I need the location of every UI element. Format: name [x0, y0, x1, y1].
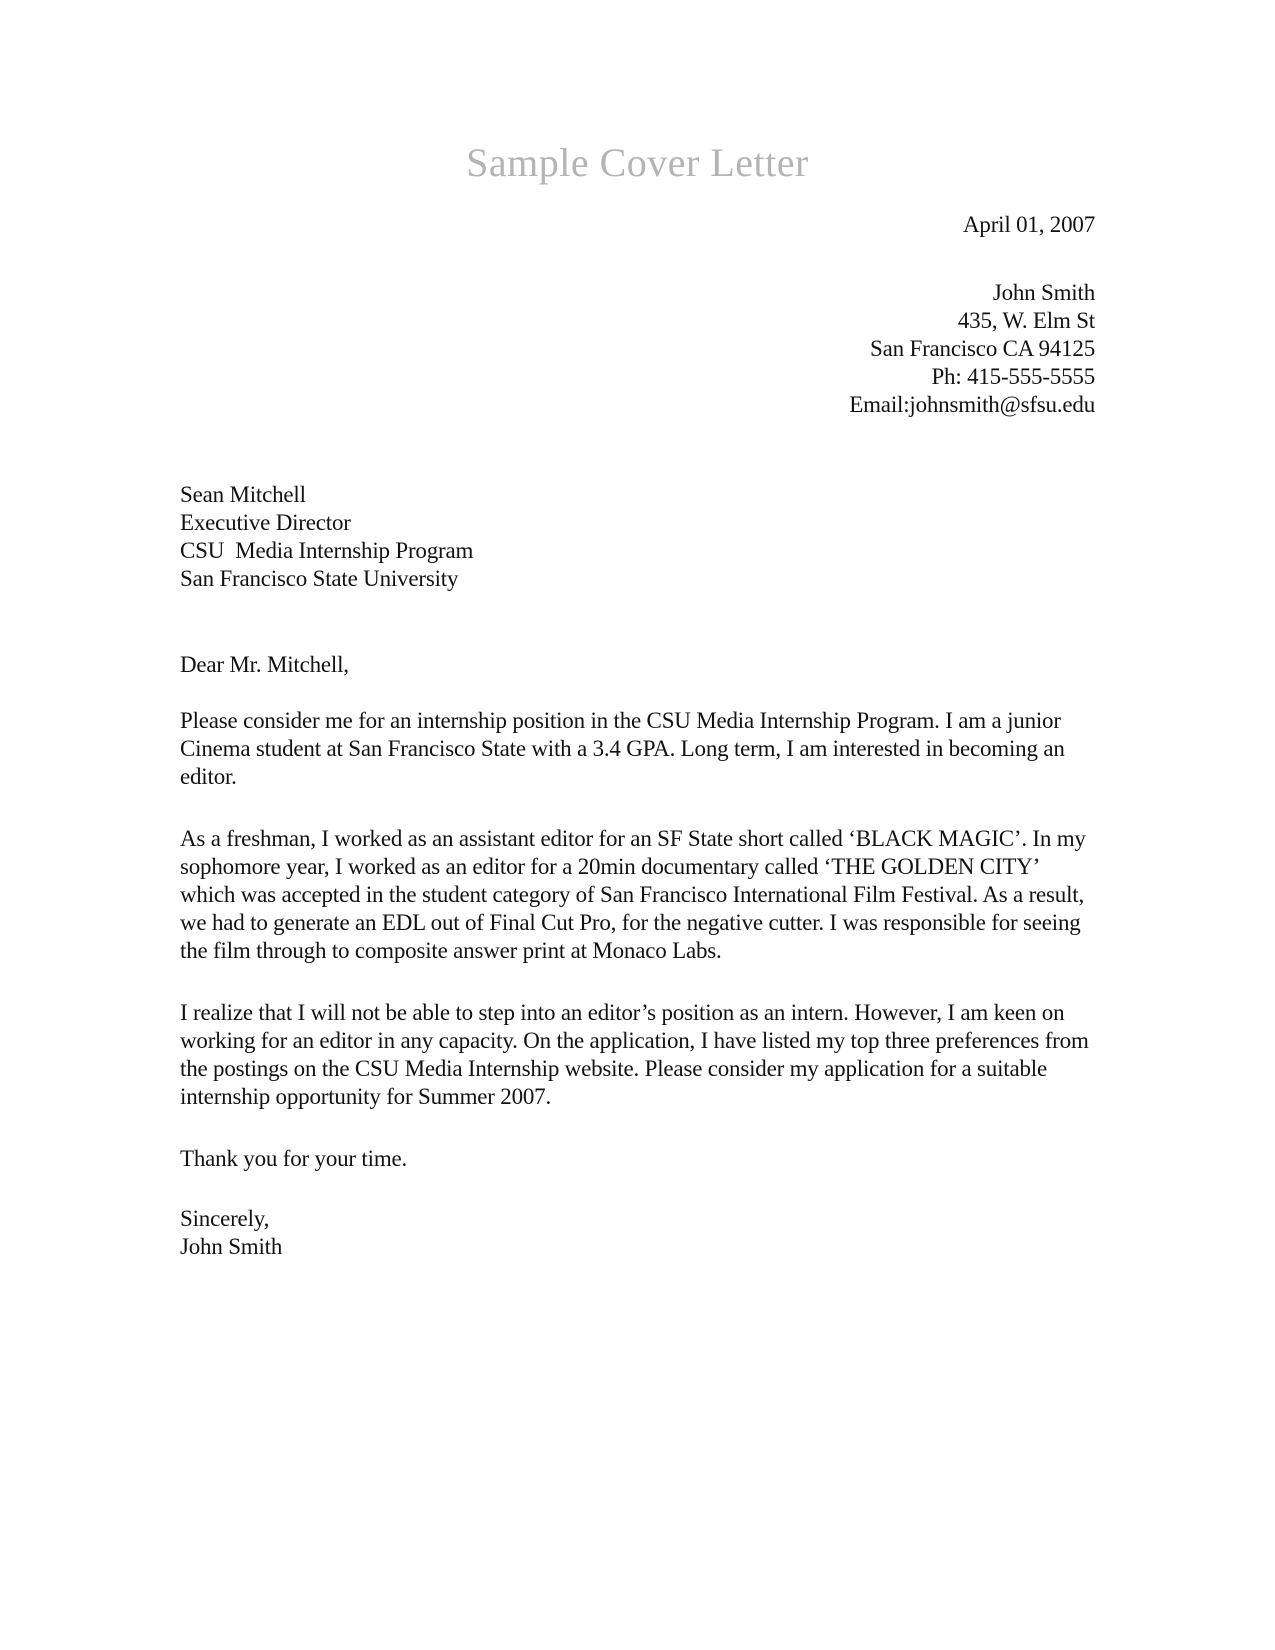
body-paragraph-2: As a freshman, I worked as an assistant editor for an SF State short called ‘BLACK MAGIC’. In my sophomore year, I worked as an editor for a 20min documentary called ‘THE GOLDEN CITY’ which was accepted in the student category of San Francisco International Film Festival. As a result, we had to generate an EDL out of Final Cut Pro, for the negative cutter. I was responsible for seeing the film through to composite answer print at Monaco Labs.: [180, 826, 1092, 963]
thanks-line: Thank you for your time.: [180, 1146, 408, 1171]
body-paragraph-3: I realize that I will not be able to step into an editor’s position as an intern. However, I am keen on working for an editor in any capacity. On the application, I have listed my top three preferences from the postings on the CSU Media Internship website. Please consider my application for a suitable internship opportunity for Summer 2007.: [180, 1000, 1095, 1109]
letter-date: April 01, 2007: [963, 212, 1095, 237]
recipient-job-title: Executive Director: [180, 510, 351, 535]
salutation: Dear Mr. Mitchell,: [180, 652, 349, 677]
sender-street: 435, W. Elm St: [957, 308, 1095, 333]
sender-city: San Francisco CA 94125: [870, 336, 1095, 361]
body-paragraph-1: Please consider me for an internship position in the CSU Media Internship Program. I am a junior Cinema student at San Francisco State with a 3.4 GPA. Long term, I am interested in becoming an editor.: [180, 708, 1071, 789]
sender-email: Email:johnsmith@sfsu.edu: [849, 392, 1095, 417]
recipient-institution: San Francisco State University: [180, 566, 459, 591]
sender-name: John Smith: [992, 280, 1095, 305]
page-title: Sample Cover Letter: [466, 140, 809, 185]
valediction: Sincerely,: [180, 1206, 270, 1231]
recipient-address-block: [180, 481, 1095, 593]
sender-phone: Ph: 415-555-5555: [931, 364, 1095, 389]
sender-address-block: [180, 279, 1095, 419]
closing-block: [180, 1205, 1095, 1261]
signature: John Smith: [180, 1234, 283, 1259]
recipient-organization: CSU Media Internship Program: [180, 538, 474, 563]
recipient-name: Sean Mitchell: [180, 482, 306, 507]
